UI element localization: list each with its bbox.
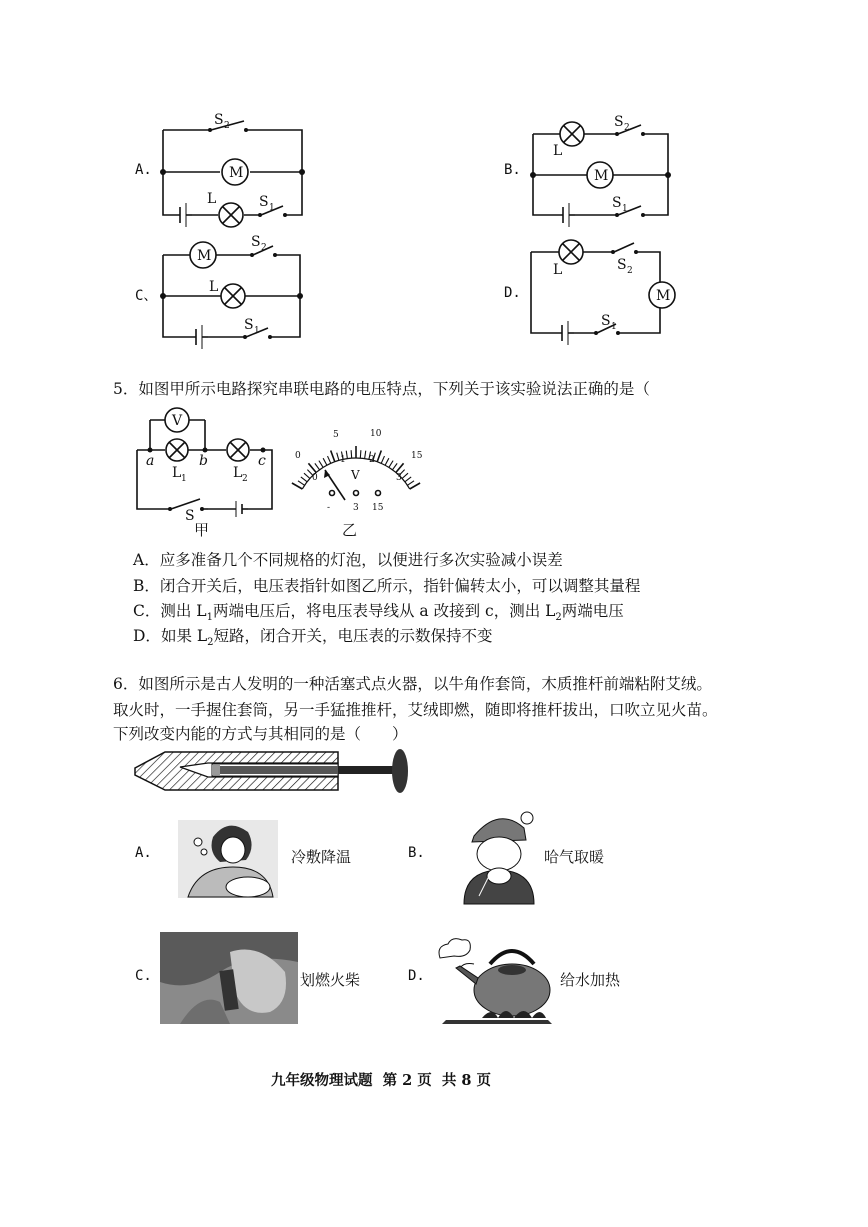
cold-compress-picture: [178, 812, 278, 898]
motor-label: M: [594, 168, 609, 184]
option-letter: D．: [133, 627, 161, 645]
switch-s2-sub: 2: [624, 123, 630, 133]
option-letter-c: C、: [135, 288, 158, 304]
switch-s1-sub: 1: [269, 203, 275, 213]
l1-label: L: [172, 465, 182, 481]
q6-stem-line-3: 下列改变内能的方式与其相同的是（ ）: [113, 725, 408, 743]
kettle-heating-picture: [432, 928, 558, 1028]
dial-inner-tick-0: 0: [312, 473, 318, 483]
option-sub: 2: [207, 637, 214, 649]
option-sub: 1: [206, 612, 213, 624]
switch-s1-label: S: [601, 313, 611, 329]
switch-s2-label: S: [614, 114, 624, 130]
terminal-3: 3: [353, 503, 359, 513]
q6-stem-line-2: 取火时，一手握住套筒，另一手猛推推杆，艾绒即燃，随即将推杆拔出，口吹立见火苗。: [113, 701, 718, 719]
page-footer: 九年级物理试题 第 2 页 共 8 页: [271, 1072, 492, 1089]
switch-s2-sub: 2: [261, 243, 267, 253]
dial-outer-tick-0: 0: [295, 451, 301, 461]
switch-s2-label: S: [214, 112, 224, 128]
caption-yi: 乙: [342, 521, 358, 539]
switch-s2-label: S: [617, 257, 627, 273]
option-text-post: 短路，闭合开关，电压表的示数保持不变: [213, 627, 493, 645]
q6-option-b-caption: 哈气取暖: [544, 848, 605, 866]
switch-s2-sub: 2: [224, 121, 230, 131]
option-text-mid: 两端电压后，将电压表导线从 a 改接到 c，测出 L: [212, 602, 556, 620]
q6-option-c-caption: 划燃火柴: [300, 971, 361, 989]
option-letter-d: D.: [504, 285, 521, 301]
q6-option-letter-b: B.: [408, 845, 425, 861]
dial-outer-tick-10: 10: [370, 429, 382, 439]
motor-label: M: [229, 165, 244, 181]
dial-outer-tick-15: 15: [411, 451, 423, 461]
terminal-minus: -: [327, 503, 331, 513]
q6-stem-line-1: 6．如图所示是古人发明的一种活塞式点火器，以牛角作套筒，木质推杆前端粘附艾绒。: [113, 675, 712, 693]
lamp-label: L: [207, 191, 217, 207]
l2-label: L: [233, 465, 243, 481]
switch-label: S: [185, 508, 195, 524]
motor-label: M: [656, 288, 671, 304]
mugwort-tinder: [212, 765, 220, 775]
q6-option-letter-a: A.: [135, 845, 152, 861]
q5-stem: 5．如图甲所示电路探究串联电路的电压特点，下列关于该实验说法正确的是（: [113, 380, 650, 398]
node-c-label: c: [258, 453, 266, 469]
option-text-post: 两端电压: [561, 602, 624, 620]
switch-s1-label: S: [259, 194, 269, 210]
motor-label: M: [197, 248, 212, 264]
switch-s2-sub: 2: [627, 266, 633, 276]
option-text-pre: 如果 L: [160, 627, 208, 645]
option-letter: B．: [133, 577, 160, 595]
option-letter: C．: [133, 602, 161, 620]
switch-s2-label: S: [251, 234, 261, 250]
lamp-label: L: [553, 262, 563, 278]
caption-jia: 甲: [194, 521, 210, 539]
l1-sub: 1: [181, 474, 187, 484]
q6-option-letter-c: C.: [135, 968, 152, 984]
q6-option-d-caption: 给水加热: [560, 971, 621, 989]
node-a-label: a: [146, 453, 155, 469]
switch-s1-label: S: [612, 195, 622, 211]
q6-option-letter-d: D.: [408, 968, 425, 984]
node-b-label: b: [199, 453, 208, 469]
option-text: 应多准备几个不同规格的灯泡，以便进行多次实验减小误差: [159, 551, 563, 569]
dial-unit: V: [351, 468, 360, 482]
q6-option-a-caption: 冷敷降温: [291, 848, 352, 866]
option-text-pre: 测出 L: [160, 602, 207, 620]
option-sub: 2: [555, 612, 562, 624]
option-letter-b: B.: [504, 162, 521, 178]
option-text: 闭合开关后，电压表指针如图乙所示，指针偏转太小，可以调整其量程: [159, 577, 641, 595]
dial-outer-tick-5: 5: [333, 430, 339, 440]
option-letter-a: A.: [135, 162, 152, 178]
dial-inner-tick-2: 2: [369, 455, 375, 465]
dial-inner-tick-1: 1: [340, 455, 346, 465]
switch-s1-label: S: [244, 317, 254, 333]
dial-inner-tick-3: 3: [396, 473, 402, 483]
lamp-label: L: [209, 279, 219, 295]
voltmeter-label: V: [172, 413, 183, 429]
switch-s1-sub: 1: [622, 204, 628, 214]
terminal-15: 15: [372, 503, 384, 513]
option-letter: A．: [133, 551, 160, 569]
switch-s1-sub: 1: [611, 322, 617, 332]
strike-match-picture: [160, 932, 298, 1024]
breath-warm-hands-picture: [454, 806, 544, 906]
lamp-label: L: [553, 143, 563, 159]
l2-sub: 2: [242, 474, 248, 484]
switch-s1-sub: 1: [254, 326, 260, 336]
